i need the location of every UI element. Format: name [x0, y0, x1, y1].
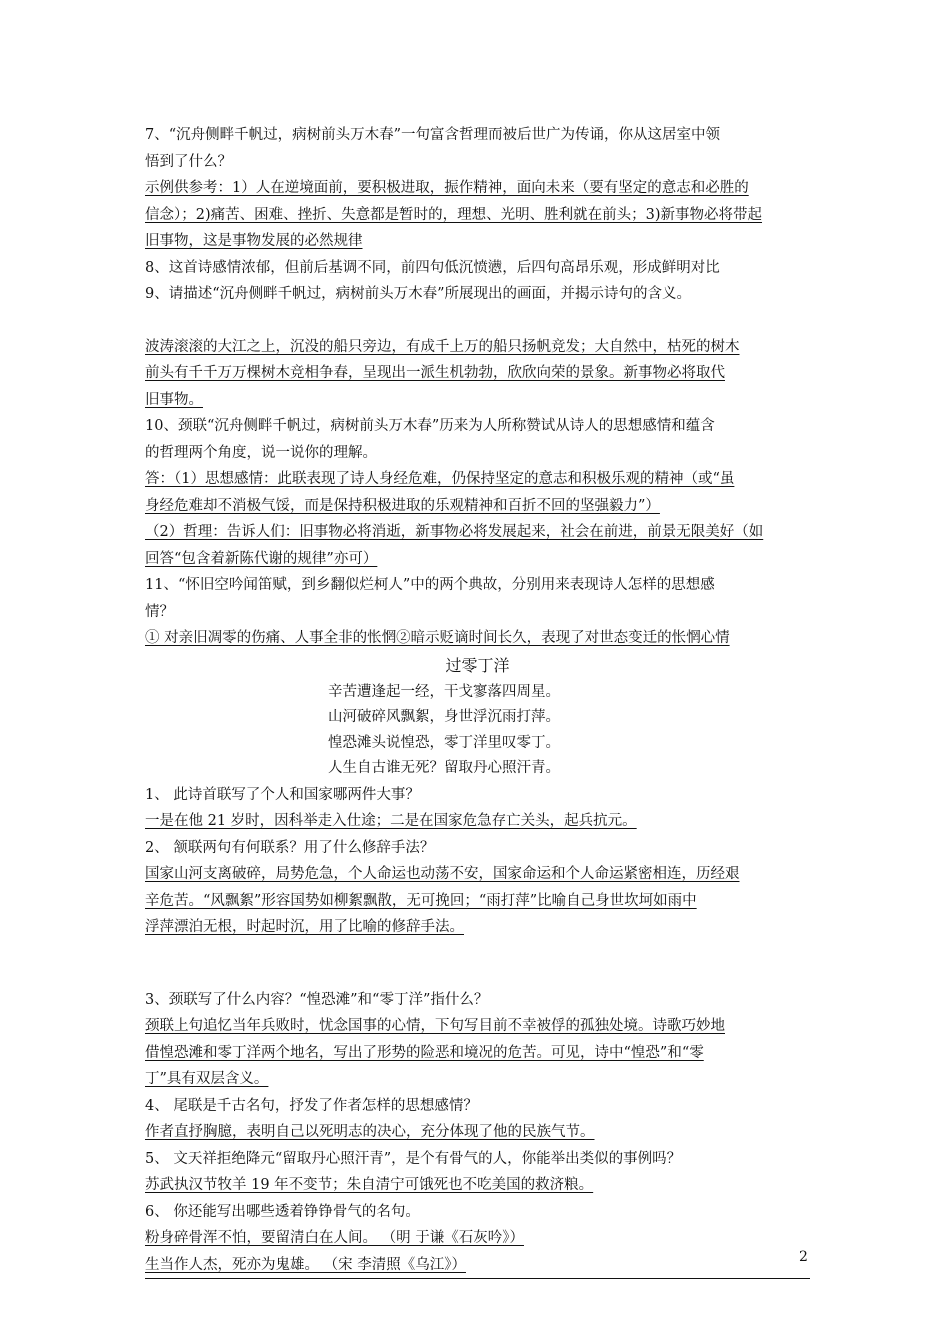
section-question-7-9: [145, 122, 810, 308]
answer-line: [145, 808, 810, 835]
answer-line: [145, 625, 810, 652]
answer-line: [145, 175, 810, 202]
question-line: [145, 149, 810, 176]
answer-line: [145, 334, 810, 361]
line-text: 9、请描述“沉舟侧畔千帆过，病树前头万木春”所展现出的画面，并揭示诗句的含义。: [145, 286, 692, 302]
poem-verse: 惶恐滩头说惶恐，零丁洋里叹零丁。: [328, 734, 560, 751]
line-text: 的哲理两个角度，说一说你的理解。: [145, 444, 377, 461]
question-line: [145, 281, 810, 308]
question-line: [145, 835, 810, 862]
answer-line: [145, 1013, 810, 1040]
line-text: 波涛滚滚的大江之上，沉没的船只旁边，有成千上万的船只扬帆竞发；大自然中，枯死的树木: [145, 338, 740, 355]
answer-line: [145, 360, 810, 387]
spacer: [145, 941, 810, 987]
question-line: [145, 572, 810, 599]
line-text: 旧事物。: [145, 391, 203, 408]
line-text: 1、 此诗首联写了个人和国家哪两件大事？: [145, 786, 420, 803]
spacer: [145, 308, 810, 334]
line-text: ① 对亲旧凋零的伤痛、人事全非的怅惘②暗示贬谪时间长久，表现了对世态变迁的怅惘心情: [145, 630, 730, 646]
line-text: 情？: [145, 603, 174, 620]
line-text: 一是在他 21 岁时，因科举走入仕途；二是在国家危急存亡关头，起兵抗元。: [145, 813, 637, 829]
page-number: 2: [799, 1249, 808, 1265]
line-text: 8、这首诗感情浓郁，但前后基调不同，前四句低沉愤懑，后四句高昂乐观，形成鲜明对比: [145, 259, 720, 276]
question-line: [145, 413, 810, 440]
answer-line: [145, 387, 810, 414]
line-text: 悟到了什么？: [145, 153, 232, 170]
line-text: 10、颈联“沉舟侧畔千帆过，病树前头万木春”历来为人所称赞试从诗人的思想感情和蕴含: [145, 418, 715, 434]
line-text: 前头有千千万万棵树木竞相争春，呈现出一派生机勃勃，欣欣向荣的景象。新事物必将取代: [145, 365, 725, 381]
answer-line: [145, 1119, 810, 1146]
answer-line: [145, 1172, 810, 1199]
answer-line: [145, 519, 810, 546]
question-line: [145, 987, 810, 1014]
line-text: 身经危难却不消极气馁，而是保持积极进取的乐观精神和百折不回的坚强毅力”）: [145, 497, 660, 514]
question-line: [145, 255, 810, 282]
line-text: 浮萍漂泊无根，时起时沉，用了比喻的修辞手法。: [145, 919, 464, 935]
poem-verse: 人生自古谁无死？留取丹心照汗青。: [328, 760, 560, 776]
line-text: 3、颈联写了什么内容？“惶恐滩”和“零丁洋”指什么？: [145, 991, 489, 1008]
line-text: 信念）；2)痛苦、困难、挫折、失意都是暂时的，理想、光明、胜利就在前头；3)新事物必将带起: [145, 206, 763, 223]
section-poem-questions-1-2: [145, 782, 810, 941]
answer-line: [145, 1066, 810, 1093]
line-text: 苏武执汉节牧羊 19 年不变节；朱自清宁可饿死也不吃美国的救济粮。: [145, 1177, 594, 1193]
question-line: [145, 1199, 810, 1226]
line-text: 颈联上句追忆当年兵败时，忧念国事的心情，下句写目前不幸被俘的孤独处境。诗歌巧妙地: [145, 1018, 725, 1034]
line-text: 国家山河支离破碎，局势危急，个人命运也动荡不安，国家命运和个人命运紧密相连，历经艰: [145, 866, 740, 882]
question-line: [145, 440, 810, 467]
line-text: 4、 尾联是千古名句，抒发了作者怎样的思想感情？: [145, 1097, 478, 1114]
answer-line: [145, 1040, 810, 1067]
answer-line: [145, 914, 810, 941]
answer-line: [145, 466, 810, 493]
line-text: 生当作人杰，死亦为鬼雄。 （宋 李清照《乌江》）: [145, 1256, 466, 1273]
poem-title: 过零丁洋: [445, 655, 510, 675]
answer-line: [145, 546, 810, 573]
line-text: 答：（1）思想感情：此联表现了诗人身经危难，仍保持坚定的意志和积极乐观的精神（或“虽: [145, 471, 735, 487]
line-text: （2）哲理：告诉人们：旧事物必将消逝，新事物必将发展起来，社会在前进，前景无限美好（如: [145, 524, 764, 540]
line-text: 辛危苦。“风飘絮”形容国势如柳絮飘散，无可挽回；“雨打萍”比喻自己身世坎坷如雨中: [145, 892, 697, 909]
line-text: 示例供参考：1）人在逆境面前，要积极进取，振作精神，面向未来（要有坚定的意志和必胜的: [145, 180, 749, 196]
line-text: 回答“包含着新陈代谢的规律”亦可）: [145, 550, 378, 567]
question-line: [145, 1146, 810, 1173]
section-question-9-11-answers: [145, 334, 810, 652]
question-line: [145, 1093, 810, 1120]
line-text: 借惶恐滩和零丁洋两个地名，写出了形势的险恶和境况的危苦。可见，诗中“惶恐”和“零: [145, 1044, 704, 1061]
line-text: 5、 文天祥拒绝降元“留取丹心照汗青”，是个有骨气的人，你能举出类似的事例吗？: [145, 1150, 682, 1167]
answer-line: [145, 228, 810, 255]
poem-verse: 山河破碎风飘絮，身世浮沉雨打萍。: [328, 709, 560, 725]
poem-verses: [145, 680, 810, 782]
answer-line: [145, 202, 810, 229]
poem-verse: 辛苦遭逢起一经，干戈寥落四周星。: [328, 683, 560, 700]
line-text: 粉身碎骨浑不怕，要留清白在人间。 （明 于谦《石灰吟》）: [145, 1230, 524, 1246]
question-line: [145, 122, 810, 149]
line-text: 旧事物，这是事物发展的必然规律: [145, 233, 363, 249]
answer-line: [145, 493, 810, 520]
answer-line: [145, 1225, 810, 1252]
line-text: 作者直抒胸臆，表明自己以死明志的决心，充分体现了他的民族气节。: [145, 1124, 595, 1140]
answer-line: [145, 861, 810, 888]
line-text: 11、“怀旧空吟闻笛赋，到乡翻似烂柯人”中的两个典故，分别用来表现诗人怎样的思想感: [145, 577, 715, 593]
line-text: 7、“沉舟侧畔千帆过，病树前头万木春”一句富含哲理而被后世广为传诵，你从这居室中领: [145, 127, 721, 143]
line-text: 丁”具有双层含义。: [145, 1071, 269, 1087]
line-text: 2、 颔联两句有何联系？用了什么修辞手法？: [145, 839, 435, 856]
question-line: [145, 782, 810, 809]
document-body: [145, 122, 810, 1279]
answer-line: [145, 888, 810, 915]
question-line: [145, 599, 810, 626]
section-poem-questions-3-6: [145, 987, 810, 1280]
line-text: 6、 你还能写出哪些透着铮铮骨气的名句。: [145, 1203, 420, 1220]
answer-line: [145, 1252, 810, 1280]
